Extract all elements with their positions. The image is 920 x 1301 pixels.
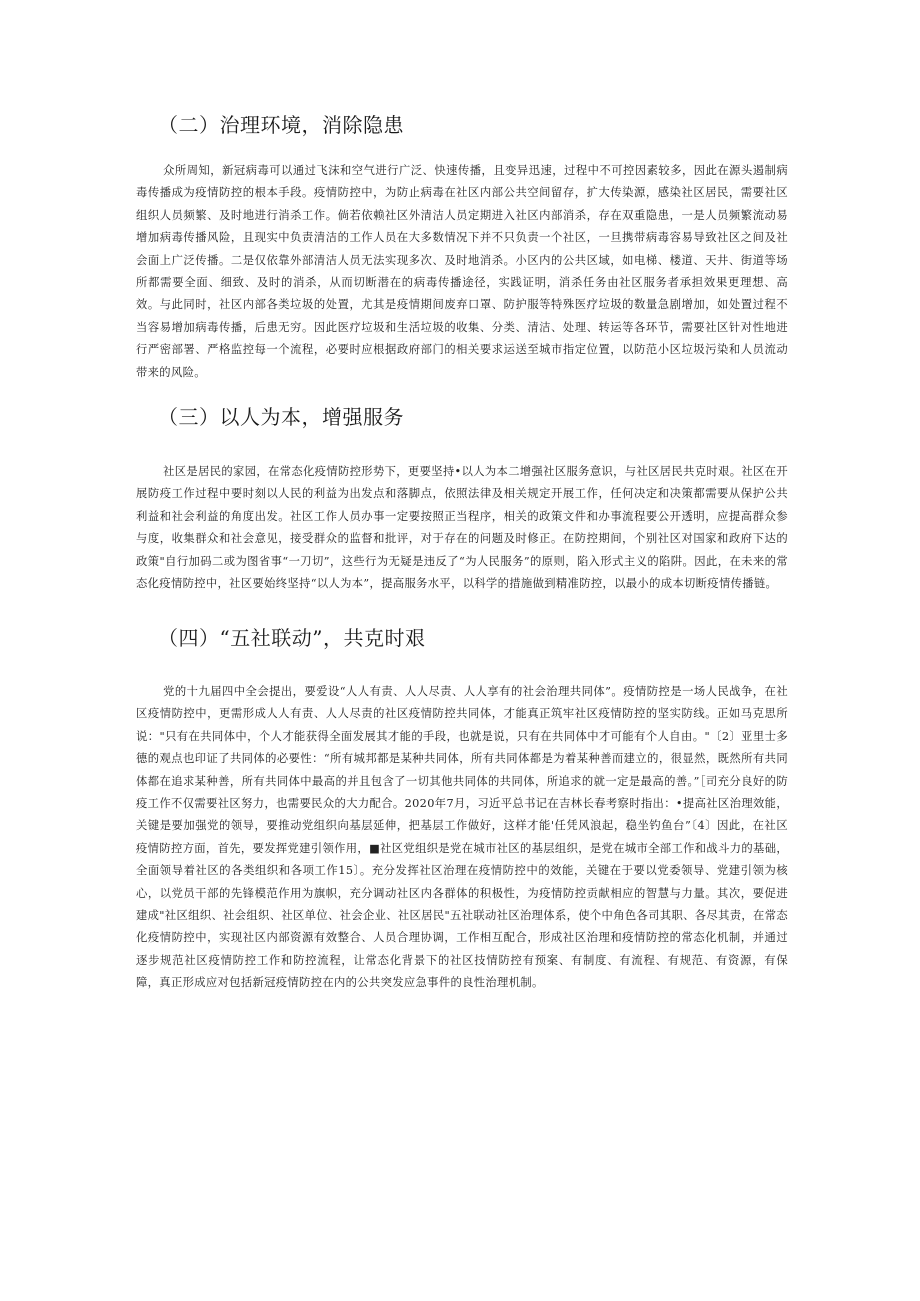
section-people-oriented: [136, 461, 788, 595]
section-paragraph: 社区是居民的家园，在常态化疫情防控形势下，更要坚持•以人为本二增强社区服务意识，与社区居民共克时艰。社区在开展防疫工作过程中要时刻以人民的利益为出发点和落脚点，依照法律及相关规定开展工作，任何决定和决策都需要从保护公共利益和社会利益的角度出发。社区工作人员办事一定要按照正当程序，相关的政策文件和办事流程要公开透明，应提高群众参与度，收集群众和社会意见，接受群众的监督和批评，对于存在的问题及时修正。在防控期间，个别社区对国家和政府下达的政策"自行加码二或为图省事“一刀切”，这些行为无疑是违反了“为人民服务”的原则，陷入形式主义的陷阱。因此，在未来的常态化疫情防控中，社区要始终坚持“以人为本”，提高服务水平，以科学的措施做到精准防控，以最小的成本切断疫情传播链。: [136, 465, 788, 591]
section-heading-governance-environment: （二）治理环境，消除隐患: [158, 113, 404, 137]
section-heading-five-society-linkage: （四）“五社联动”，共克时艰: [158, 626, 426, 650]
section-paragraph: 党的十九届四中全会提出，要爱设“人人有责、人人尽责、人人享有的社会治理共同体”。疫情防控是一场人民战争，在社区疫情防控中，更需形成人人有责、人人尽责的社区疫情防控共同体，才能真正筑牢社区疫情防控的坚实防线。正如马克思所说："只有在共同体中，个人才能获得全面发展其才能的手段，也就是说，只有在共同体中才可能有个人自由。"〔2〕亚里士多德的观点也印证了共同体的必要性：“所有城邦都是某种共同体，所有共同体都是为着某种善而建立的，很显然，既然所有共同体都在追求某种善，所有共同体中最高的并且包含了一切其他共同体的共同体，所追求的就一定是最高的善。”［司充分良好的防疫工作不仅需要社区努力，也需要民众的大力配合。2020年7月，习近平总书记在吉林长春考察时指出：•提高社区治理效能，关键是要加强党的领导，要推动党组织向基层延伸，把基层工作做好，这样才能'任凭风浪起，稳坐钓鱼台”〔4〕因此，在社区疫情防控方面，首先，要发挥党建引领作用，■社区党组织是党在城市社区的基层组织，是党在城市全部工作和战斗力的基础，全面领导着社区的各类组织和各项工作15〕。充分发挥社区治理在疫情防控中的效能，关键在于要以党委领导、党建引领为核心，以党员干部的先锋模范作用为旗帜，充分调动社区内各群体的积极性，为疫情防控贡献相应的智慧与力量。其次，要促进建成"社区组织、社会组织、社区单位、社会企业、社区居民"五社联动社区治理体系，使个中角色各司其职、各尽其责，在常态化疫情防控中，实现社区内部资源有效整合、人员合理协调，工作相互配合，形成社区治理和疫情防控的常态化机制，并通过逐步规范社区疫情防控工作和防控流程，让常态化背景下的社区技情防控有预案、有制度、有流程、有规范、有资源，有保障，真正形成应对包括新冠疫情防控在内的公共突发应急事件的良性治理机制。: [136, 685, 788, 990]
section-governance-environment: [136, 160, 788, 384]
section-heading-people-oriented: （三）以人为本，增强服务: [158, 405, 404, 429]
section-paragraph: 众所周知，新冠病毒可以通过飞沫和空气进行广泛、快速传播，且变异迅速，过程中不可控因素较多，因此在源头遏制病毒传播成为疫情防控的根本手段。疫情防控中，为防止病毒在社区内部公共空间留存，扩大传染源，感染社区居民，需要社区组织人员频繁、及时地进行消杀工作。倘若依赖社区外清洁人员定期进入社区内部消杀，存在双重隐患，一是人员频繁流动易增加病毒传播风险，且现实中负责清洁的工作人员在大多数情况下并不只负责一个社区，一旦携带病毒容易导致社区之间及社会面上广泛传播。二是仅依靠外部清洁人员无法实现多次、及时地消杀。小区内的公共区域，如电梯、楼道、天井、街道等场所都需要全面、细致、及时的消杀，从而切断潜在的病毒传播途径，实践证明，消杀任务由社区服务者承担效果更理想、高效。与此同时，社区内部各类垃圾的处置，尤其是疫情期间废弃口罩、防护服等特殊医疗垃圾的数量急剧增加，如处置过程不当容易增加病毒传播，后患无穷。因此医疗垃圾和生活垃圾的收集、分类、清洁、处理、转运等各环节，需要社区针对性地进行严密部署、严格监控每一个流程，必要时应根据政府部门的相关要求运送至城市指定位置，以防范小区垃圾污染和人员流动带来的风险。: [136, 164, 788, 379]
section-five-society-linkage: [136, 681, 788, 995]
